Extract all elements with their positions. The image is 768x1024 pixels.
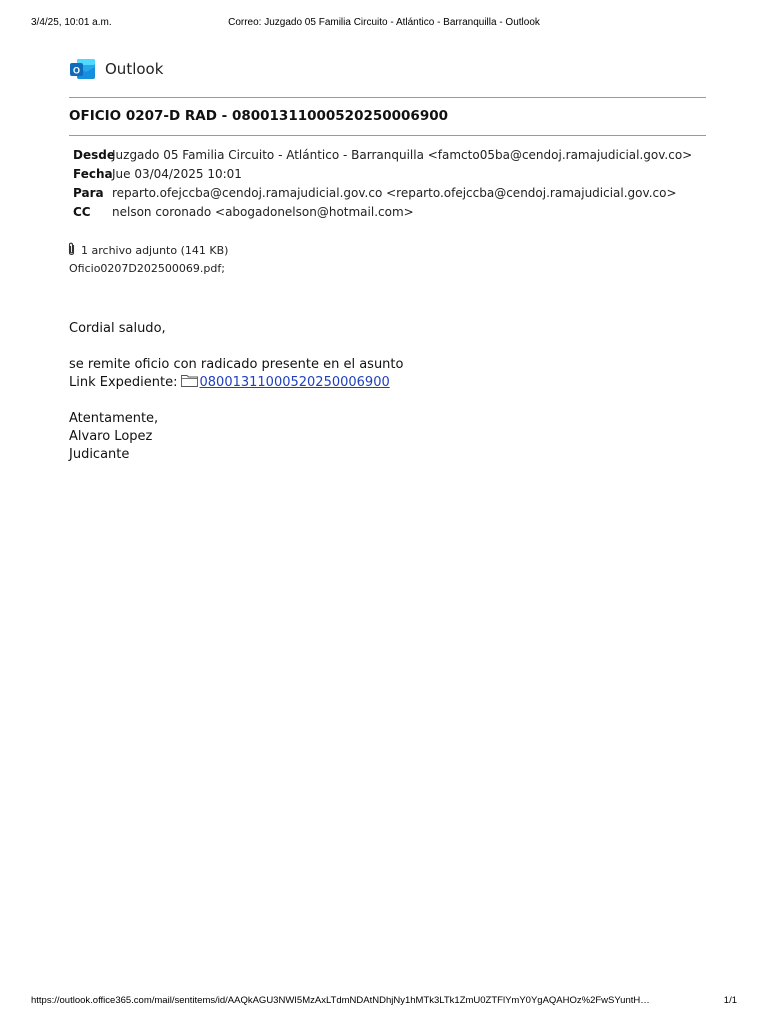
outlook-brand	[70, 58, 163, 80]
divider	[69, 97, 706, 98]
header-row-cc	[73, 203, 692, 222]
greeting: Cordial saludo,	[69, 321, 166, 336]
attachment-summary	[67, 242, 228, 259]
page-number: 1/1	[723, 995, 737, 1006]
signer-role: Judicante	[69, 447, 130, 462]
closing: Atentamente,	[69, 411, 159, 426]
message-body	[69, 320, 403, 464]
header-label: CC	[73, 205, 91, 219]
link-line	[69, 374, 403, 392]
print-datetime: 3/4/25, 10:01 a.m.	[31, 17, 112, 28]
signer-name: Alvaro Lopez	[69, 429, 153, 444]
link-label: Link Expediente:	[69, 375, 178, 390]
divider	[69, 135, 706, 136]
folder-icon	[181, 374, 198, 393]
sender-value: Juzgado 05 Familia Circuito - Atlántico - Barranquilla <famcto05ba@cendoj.ramajudicial.gov.co>	[112, 148, 693, 162]
svg-text:O: O	[72, 65, 81, 76]
attachment-count: 1 archivo adjunto (141 KB)	[81, 244, 229, 257]
page-url: https://outlook.office365.com/mail/sentitems/id/AAQkAGU3NWI5MzAxLTdmNDAtNDhjNy1hMTk3LTk1ZmU0ZTFlYmY0YgAQAHOz%2FwSYuntH…	[31, 995, 650, 1006]
header-row-date	[73, 165, 692, 184]
body-line: se remite oficio con radicado presente en el asunto	[69, 357, 404, 372]
outlook-logo-icon	[70, 58, 96, 80]
header-label: Desde	[73, 148, 115, 162]
header-row-to	[73, 184, 692, 203]
message-subject: OFICIO 0207-D RAD - 08001311000520250006900	[69, 108, 449, 124]
message-headers	[73, 146, 692, 222]
header-label: Para	[73, 186, 104, 200]
paperclip-icon	[67, 242, 81, 259]
app-name: Outlook	[105, 60, 164, 78]
date-value: Jue 03/04/2025 10:01	[112, 167, 242, 181]
header-row-from	[73, 146, 692, 165]
expediente-link[interactable]: 08001311000520250006900	[199, 375, 390, 390]
attachment-file[interactable]: Oficio0207D202500069.pdf;	[69, 262, 225, 275]
cc-value: nelson coronado <abogadonelson@hotmail.com>	[112, 205, 414, 219]
header-label: Fecha	[73, 167, 113, 181]
recipient-value: reparto.ofejccba@cendoj.ramajudicial.gov.co <reparto.ofejccba@cendoj.ramajudicial.gov.co>	[112, 186, 677, 200]
print-title: Correo: Juzgado 05 Familia Circuito - Atlántico - Barranquilla - Outlook	[228, 17, 540, 28]
